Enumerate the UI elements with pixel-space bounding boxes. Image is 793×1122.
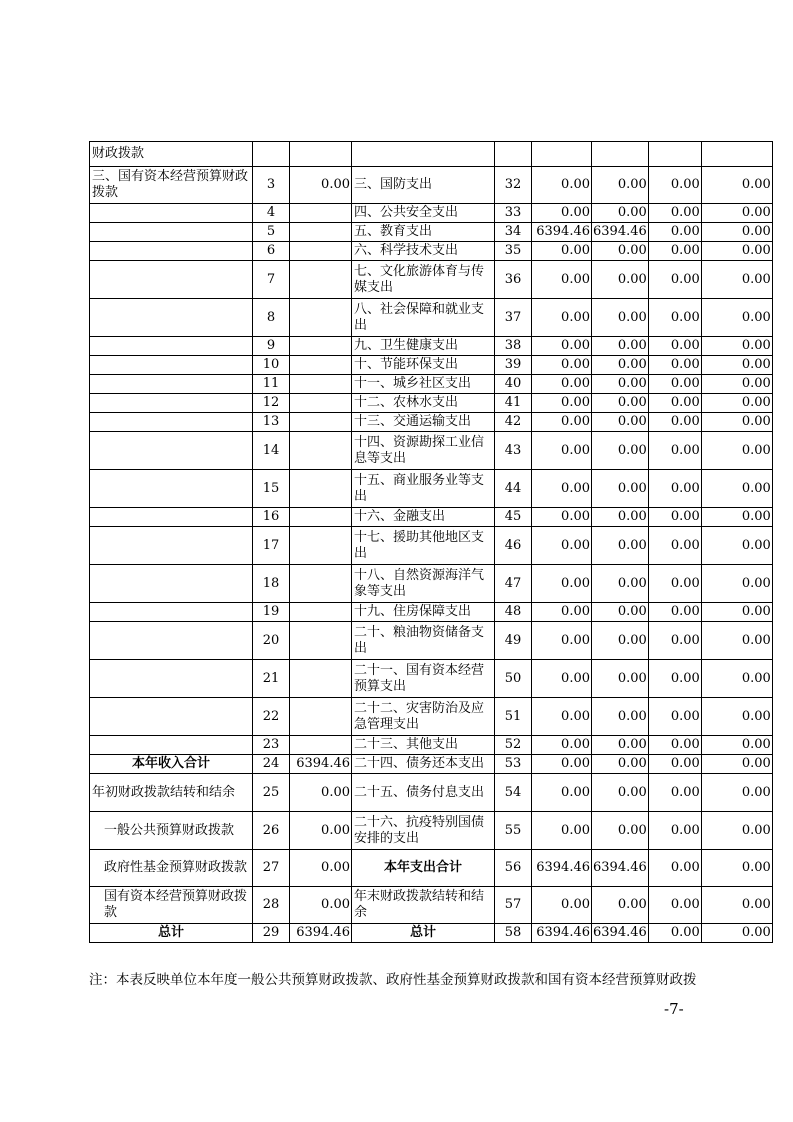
- income-item-cell: [90, 223, 253, 242]
- basic-cell: 0.00: [592, 356, 649, 375]
- total-cell: 0.00: [532, 299, 592, 337]
- other-cell: 0.00: [701, 527, 772, 565]
- project-cell: 0.00: [648, 698, 701, 736]
- income-amount-cell: [290, 736, 352, 755]
- expense-item-cell: 十七、援助其他地区支出: [352, 527, 495, 565]
- income-line-cell: 27: [253, 850, 290, 887]
- project-cell: 0.00: [648, 204, 701, 223]
- income-item-cell: [90, 508, 253, 527]
- expense-line-cell: 39: [495, 356, 532, 375]
- income-line-cell: 22: [253, 698, 290, 736]
- income-item-cell: [90, 375, 253, 394]
- other-cell: 0.00: [701, 812, 772, 850]
- income-amount-cell: [290, 337, 352, 356]
- income-amount-cell: [290, 356, 352, 375]
- expense-item-cell: 八、社会保障和就业支出: [352, 299, 495, 337]
- income-line-cell: [253, 142, 290, 167]
- basic-cell: 6394.46: [592, 850, 649, 887]
- income-line-cell: 28: [253, 887, 290, 924]
- income-amount-cell: 6394.46: [290, 755, 352, 774]
- income-amount-cell: 0.00: [290, 774, 352, 812]
- income-line-cell: 26: [253, 812, 290, 850]
- income-line-cell: 17: [253, 527, 290, 565]
- expense-line-cell: 52: [495, 736, 532, 755]
- expense-line-cell: 42: [495, 413, 532, 432]
- income-item-cell: [90, 565, 253, 603]
- income-amount-cell: [290, 413, 352, 432]
- expense-line-cell: 54: [495, 774, 532, 812]
- expense-item-cell: 二十三、其他支出: [352, 736, 495, 755]
- other-cell: 0.00: [701, 375, 772, 394]
- income-line-cell: 3: [253, 167, 290, 204]
- expense-item-cell: 二十一、国有资本经营预算支出: [352, 660, 495, 698]
- basic-cell: 0.00: [592, 812, 649, 850]
- basic-cell: 0.00: [592, 527, 649, 565]
- total-cell: 0.00: [532, 887, 592, 924]
- income-amount-cell: 0.00: [290, 850, 352, 887]
- income-amount-cell: 0.00: [290, 812, 352, 850]
- other-cell: 0.00: [701, 698, 772, 736]
- income-line-cell: 19: [253, 603, 290, 622]
- project-cell: 0.00: [648, 470, 701, 508]
- other-cell: 0.00: [701, 223, 772, 242]
- income-item-cell: [90, 413, 253, 432]
- expense-item-cell: 十八、自然资源海洋气象等支出: [352, 565, 495, 603]
- income-line-cell: 16: [253, 508, 290, 527]
- income-amount-cell: 0.00: [290, 167, 352, 204]
- expense-line-cell: 56: [495, 850, 532, 887]
- project-cell: 0.00: [648, 242, 701, 261]
- total-cell: 0.00: [532, 356, 592, 375]
- total-cell: 0.00: [532, 375, 592, 394]
- other-cell: 0.00: [701, 565, 772, 603]
- income-amount-cell: [290, 375, 352, 394]
- income-amount-cell: [290, 394, 352, 413]
- expense-item-cell: [352, 142, 495, 167]
- other-cell: 0.00: [701, 660, 772, 698]
- other-cell: 0.00: [701, 887, 772, 924]
- income-item-cell: [90, 698, 253, 736]
- expense-item-cell: 总计: [352, 924, 495, 943]
- income-amount-cell: [290, 204, 352, 223]
- project-cell: 0.00: [648, 812, 701, 850]
- table-row: [90, 622, 773, 660]
- table-row: [90, 394, 773, 413]
- expense-item-cell: 二十四、债务还本支出: [352, 755, 495, 774]
- basic-cell: 0.00: [592, 887, 649, 924]
- expense-line-cell: 38: [495, 337, 532, 356]
- table-row: [90, 261, 773, 299]
- project-cell: [648, 142, 701, 167]
- table-row: [90, 299, 773, 337]
- project-cell: 0.00: [648, 375, 701, 394]
- table-row: [90, 470, 773, 508]
- income-item-cell: [90, 603, 253, 622]
- income-line-cell: 6: [253, 242, 290, 261]
- basic-cell: 0.00: [592, 375, 649, 394]
- other-cell: 0.00: [701, 356, 772, 375]
- income-line-cell: 21: [253, 660, 290, 698]
- project-cell: 0.00: [648, 167, 701, 204]
- table-row: [90, 527, 773, 565]
- total-cell: 0.00: [532, 622, 592, 660]
- basic-cell: 0.00: [592, 299, 649, 337]
- expense-line-cell: 34: [495, 223, 532, 242]
- table-row: [90, 755, 773, 774]
- expense-item-cell: 二十六、抗疫特别国债安排的支出: [352, 812, 495, 850]
- table-row: [90, 356, 773, 375]
- expense-line-cell: 43: [495, 432, 532, 470]
- income-item-cell: 本年收入合计: [90, 755, 253, 774]
- project-cell: 0.00: [648, 660, 701, 698]
- project-cell: 0.00: [648, 432, 701, 470]
- table-row: [90, 337, 773, 356]
- income-item-cell: [90, 660, 253, 698]
- project-cell: 0.00: [648, 356, 701, 375]
- project-cell: 0.00: [648, 565, 701, 603]
- total-cell: 0.00: [532, 261, 592, 299]
- other-cell: 0.00: [701, 603, 772, 622]
- income-line-cell: 4: [253, 204, 290, 223]
- expense-line-cell: 44: [495, 470, 532, 508]
- project-cell: 0.00: [648, 527, 701, 565]
- other-cell: 0.00: [701, 470, 772, 508]
- income-line-cell: 18: [253, 565, 290, 603]
- income-item-cell: [90, 527, 253, 565]
- income-line-cell: 9: [253, 337, 290, 356]
- expense-item-cell: 十五、商业服务业等支出: [352, 470, 495, 508]
- income-amount-cell: [290, 527, 352, 565]
- expense-item-cell: 三、国防支出: [352, 167, 495, 204]
- basic-cell: 0.00: [592, 470, 649, 508]
- total-cell: 0.00: [532, 394, 592, 413]
- table-row: [90, 812, 773, 850]
- income-item-cell: [90, 432, 253, 470]
- total-cell: 0.00: [532, 755, 592, 774]
- table-row: [90, 413, 773, 432]
- basic-cell: 0.00: [592, 736, 649, 755]
- project-cell: 0.00: [648, 924, 701, 943]
- income-amount-cell: [290, 622, 352, 660]
- expense-item-cell: 十三、交通运输支出: [352, 413, 495, 432]
- expense-line-cell: 50: [495, 660, 532, 698]
- income-amount-cell: [290, 261, 352, 299]
- expense-item-cell: 五、教育支出: [352, 223, 495, 242]
- income-item-cell: [90, 337, 253, 356]
- expense-line-cell: 35: [495, 242, 532, 261]
- income-amount-cell: [290, 603, 352, 622]
- table-row: [90, 508, 773, 527]
- other-cell: 0.00: [701, 850, 772, 887]
- expense-line-cell: 32: [495, 167, 532, 204]
- total-cell: 0.00: [532, 508, 592, 527]
- expense-item-cell: 十四、资源勘探工业信息等支出: [352, 432, 495, 470]
- other-cell: 0.00: [701, 432, 772, 470]
- income-line-cell: 10: [253, 356, 290, 375]
- income-item-cell: 政府性基金预算财政拨款: [90, 850, 253, 887]
- basic-cell: 0.00: [592, 261, 649, 299]
- income-item-cell: [90, 261, 253, 299]
- other-cell: [701, 142, 772, 167]
- other-cell: 0.00: [701, 413, 772, 432]
- project-cell: 0.00: [648, 337, 701, 356]
- income-amount-cell: 6394.46: [290, 924, 352, 943]
- income-line-cell: 24: [253, 755, 290, 774]
- other-cell: 0.00: [701, 924, 772, 943]
- table-row-top: [90, 142, 773, 167]
- table-row: [90, 850, 773, 887]
- other-cell: 0.00: [701, 394, 772, 413]
- expense-item-cell: 十一、城乡社区支出: [352, 375, 495, 394]
- total-cell: 6394.46: [532, 924, 592, 943]
- total-cell: 0.00: [532, 698, 592, 736]
- project-cell: 0.00: [648, 755, 701, 774]
- other-cell: 0.00: [701, 261, 772, 299]
- expense-item-cell: 十九、住房保障支出: [352, 603, 495, 622]
- total-cell: 0.00: [532, 736, 592, 755]
- expense-line-cell: [495, 142, 532, 167]
- income-item-cell: 总计: [90, 924, 253, 943]
- expense-item-cell: 二十五、债务付息支出: [352, 774, 495, 812]
- expense-line-cell: 46: [495, 527, 532, 565]
- expense-line-cell: 57: [495, 887, 532, 924]
- total-cell: 0.00: [532, 413, 592, 432]
- income-line-cell: 23: [253, 736, 290, 755]
- table-row: [90, 660, 773, 698]
- table-row: [90, 603, 773, 622]
- income-line-cell: 29: [253, 924, 290, 943]
- total-cell: 0.00: [532, 470, 592, 508]
- table-body: [90, 142, 773, 943]
- expense-line-cell: 49: [495, 622, 532, 660]
- expense-line-cell: 48: [495, 603, 532, 622]
- basic-cell: 0.00: [592, 204, 649, 223]
- table-row: [90, 223, 773, 242]
- basic-cell: 0.00: [592, 432, 649, 470]
- expense-line-cell: 41: [495, 394, 532, 413]
- basic-cell: 0.00: [592, 242, 649, 261]
- expense-item-cell: 十六、金融支出: [352, 508, 495, 527]
- expense-line-cell: 45: [495, 508, 532, 527]
- total-cell: 0.00: [532, 242, 592, 261]
- income-line-cell: 12: [253, 394, 290, 413]
- total-cell: 0.00: [532, 660, 592, 698]
- table-row: [90, 242, 773, 261]
- other-cell: 0.00: [701, 508, 772, 527]
- table-row: [90, 736, 773, 755]
- income-item-cell: 一般公共预算财政拨款: [90, 812, 253, 850]
- basic-cell: 0.00: [592, 774, 649, 812]
- expense-item-cell: 二十二、灾害防治及应急管理支出: [352, 698, 495, 736]
- total-cell: 0.00: [532, 337, 592, 356]
- basic-cell: 0.00: [592, 508, 649, 527]
- expense-item-cell: 六、科学技术支出: [352, 242, 495, 261]
- project-cell: 0.00: [648, 261, 701, 299]
- total-cell: 0.00: [532, 527, 592, 565]
- income-line-cell: 8: [253, 299, 290, 337]
- income-item-cell: [90, 204, 253, 223]
- total-cell: 6394.46: [532, 223, 592, 242]
- basic-cell: 0.00: [592, 622, 649, 660]
- income-line-cell: 14: [253, 432, 290, 470]
- financial-appropriation-table: [89, 141, 773, 943]
- table-row: [90, 924, 773, 943]
- expense-line-cell: 40: [495, 375, 532, 394]
- income-amount-cell: [290, 508, 352, 527]
- project-cell: 0.00: [648, 603, 701, 622]
- income-item-cell: [90, 299, 253, 337]
- page-number: -7-: [664, 1000, 684, 1018]
- income-item-cell: 财政拨款: [90, 142, 253, 167]
- expense-line-cell: 36: [495, 261, 532, 299]
- income-line-cell: 5: [253, 223, 290, 242]
- total-cell: 0.00: [532, 812, 592, 850]
- expense-item-cell: 十、节能环保支出: [352, 356, 495, 375]
- income-item-cell: [90, 394, 253, 413]
- income-amount-cell: [290, 660, 352, 698]
- other-cell: 0.00: [701, 736, 772, 755]
- expense-line-cell: 33: [495, 204, 532, 223]
- total-cell: 0.00: [532, 432, 592, 470]
- other-cell: 0.00: [701, 204, 772, 223]
- basic-cell: 6394.46: [592, 223, 649, 242]
- expense-item-cell: 四、公共安全支出: [352, 204, 495, 223]
- income-line-cell: 20: [253, 622, 290, 660]
- income-item-cell: [90, 470, 253, 508]
- income-item-cell: 三、国有资本经营预算财政拨款: [90, 167, 253, 204]
- table-row: [90, 375, 773, 394]
- income-line-cell: 7: [253, 261, 290, 299]
- project-cell: 0.00: [648, 850, 701, 887]
- income-amount-cell: [290, 223, 352, 242]
- table-row: [90, 204, 773, 223]
- other-cell: 0.00: [701, 299, 772, 337]
- basic-cell: 0.00: [592, 603, 649, 622]
- total-cell: 0.00: [532, 603, 592, 622]
- basic-cell: 0.00: [592, 413, 649, 432]
- project-cell: 0.00: [648, 299, 701, 337]
- basic-cell: 0.00: [592, 698, 649, 736]
- income-item-cell: [90, 242, 253, 261]
- total-cell: 0.00: [532, 167, 592, 204]
- footnote: 注：本表反映单位本年度一般公共预算财政拨款、政府性基金预算财政拨款和国有资本经营预算财政拨: [89, 972, 697, 988]
- expense-item-cell: 年末财政拨款结转和结余: [352, 887, 495, 924]
- income-item-cell: [90, 622, 253, 660]
- other-cell: 0.00: [701, 242, 772, 261]
- project-cell: 0.00: [648, 622, 701, 660]
- table-row: [90, 774, 773, 812]
- expense-line-cell: 58: [495, 924, 532, 943]
- income-amount-cell: [290, 698, 352, 736]
- expense-item-cell: 七、文化旅游体育与传媒支出: [352, 261, 495, 299]
- basic-cell: 6394.46: [592, 924, 649, 943]
- basic-cell: 0.00: [592, 755, 649, 774]
- basic-cell: [592, 142, 649, 167]
- other-cell: 0.00: [701, 167, 772, 204]
- basic-cell: 0.00: [592, 394, 649, 413]
- income-amount-cell: [290, 242, 352, 261]
- project-cell: 0.00: [648, 774, 701, 812]
- income-amount-cell: [290, 432, 352, 470]
- total-cell: [532, 142, 592, 167]
- table-row: [90, 167, 773, 204]
- basic-cell: 0.00: [592, 337, 649, 356]
- table-row: [90, 565, 773, 603]
- table-row: [90, 887, 773, 924]
- income-line-cell: 15: [253, 470, 290, 508]
- total-cell: 0.00: [532, 565, 592, 603]
- project-cell: 0.00: [648, 887, 701, 924]
- income-amount-cell: 0.00: [290, 887, 352, 924]
- expense-line-cell: 55: [495, 812, 532, 850]
- project-cell: 0.00: [648, 508, 701, 527]
- income-amount-cell: [290, 565, 352, 603]
- income-line-cell: 25: [253, 774, 290, 812]
- expense-line-cell: 37: [495, 299, 532, 337]
- project-cell: 0.00: [648, 413, 701, 432]
- other-cell: 0.00: [701, 774, 772, 812]
- total-cell: 0.00: [532, 774, 592, 812]
- expense-line-cell: 47: [495, 565, 532, 603]
- total-cell: 0.00: [532, 204, 592, 223]
- expense-line-cell: 53: [495, 755, 532, 774]
- other-cell: 0.00: [701, 337, 772, 356]
- project-cell: 0.00: [648, 223, 701, 242]
- income-amount-cell: [290, 142, 352, 167]
- expense-line-cell: 51: [495, 698, 532, 736]
- table-row: [90, 698, 773, 736]
- basic-cell: 0.00: [592, 565, 649, 603]
- expense-item-cell: 二十、粮油物资储备支出: [352, 622, 495, 660]
- income-item-cell: [90, 356, 253, 375]
- income-line-cell: 13: [253, 413, 290, 432]
- project-cell: 0.00: [648, 394, 701, 413]
- other-cell: 0.00: [701, 622, 772, 660]
- table-row: [90, 432, 773, 470]
- income-line-cell: 11: [253, 375, 290, 394]
- expense-item-cell: 九、卫生健康支出: [352, 337, 495, 356]
- income-amount-cell: [290, 470, 352, 508]
- income-item-cell: 国有资本经营预算财政拨款: [90, 887, 253, 924]
- income-item-cell: [90, 736, 253, 755]
- expense-item-cell: 本年支出合计: [352, 850, 495, 887]
- income-item-cell: 年初财政拨款结转和结余: [90, 774, 253, 812]
- basic-cell: 0.00: [592, 167, 649, 204]
- project-cell: 0.00: [648, 736, 701, 755]
- other-cell: 0.00: [701, 755, 772, 774]
- income-amount-cell: [290, 299, 352, 337]
- expense-item-cell: 十二、农林水支出: [352, 394, 495, 413]
- basic-cell: 0.00: [592, 660, 649, 698]
- total-cell: 6394.46: [532, 850, 592, 887]
